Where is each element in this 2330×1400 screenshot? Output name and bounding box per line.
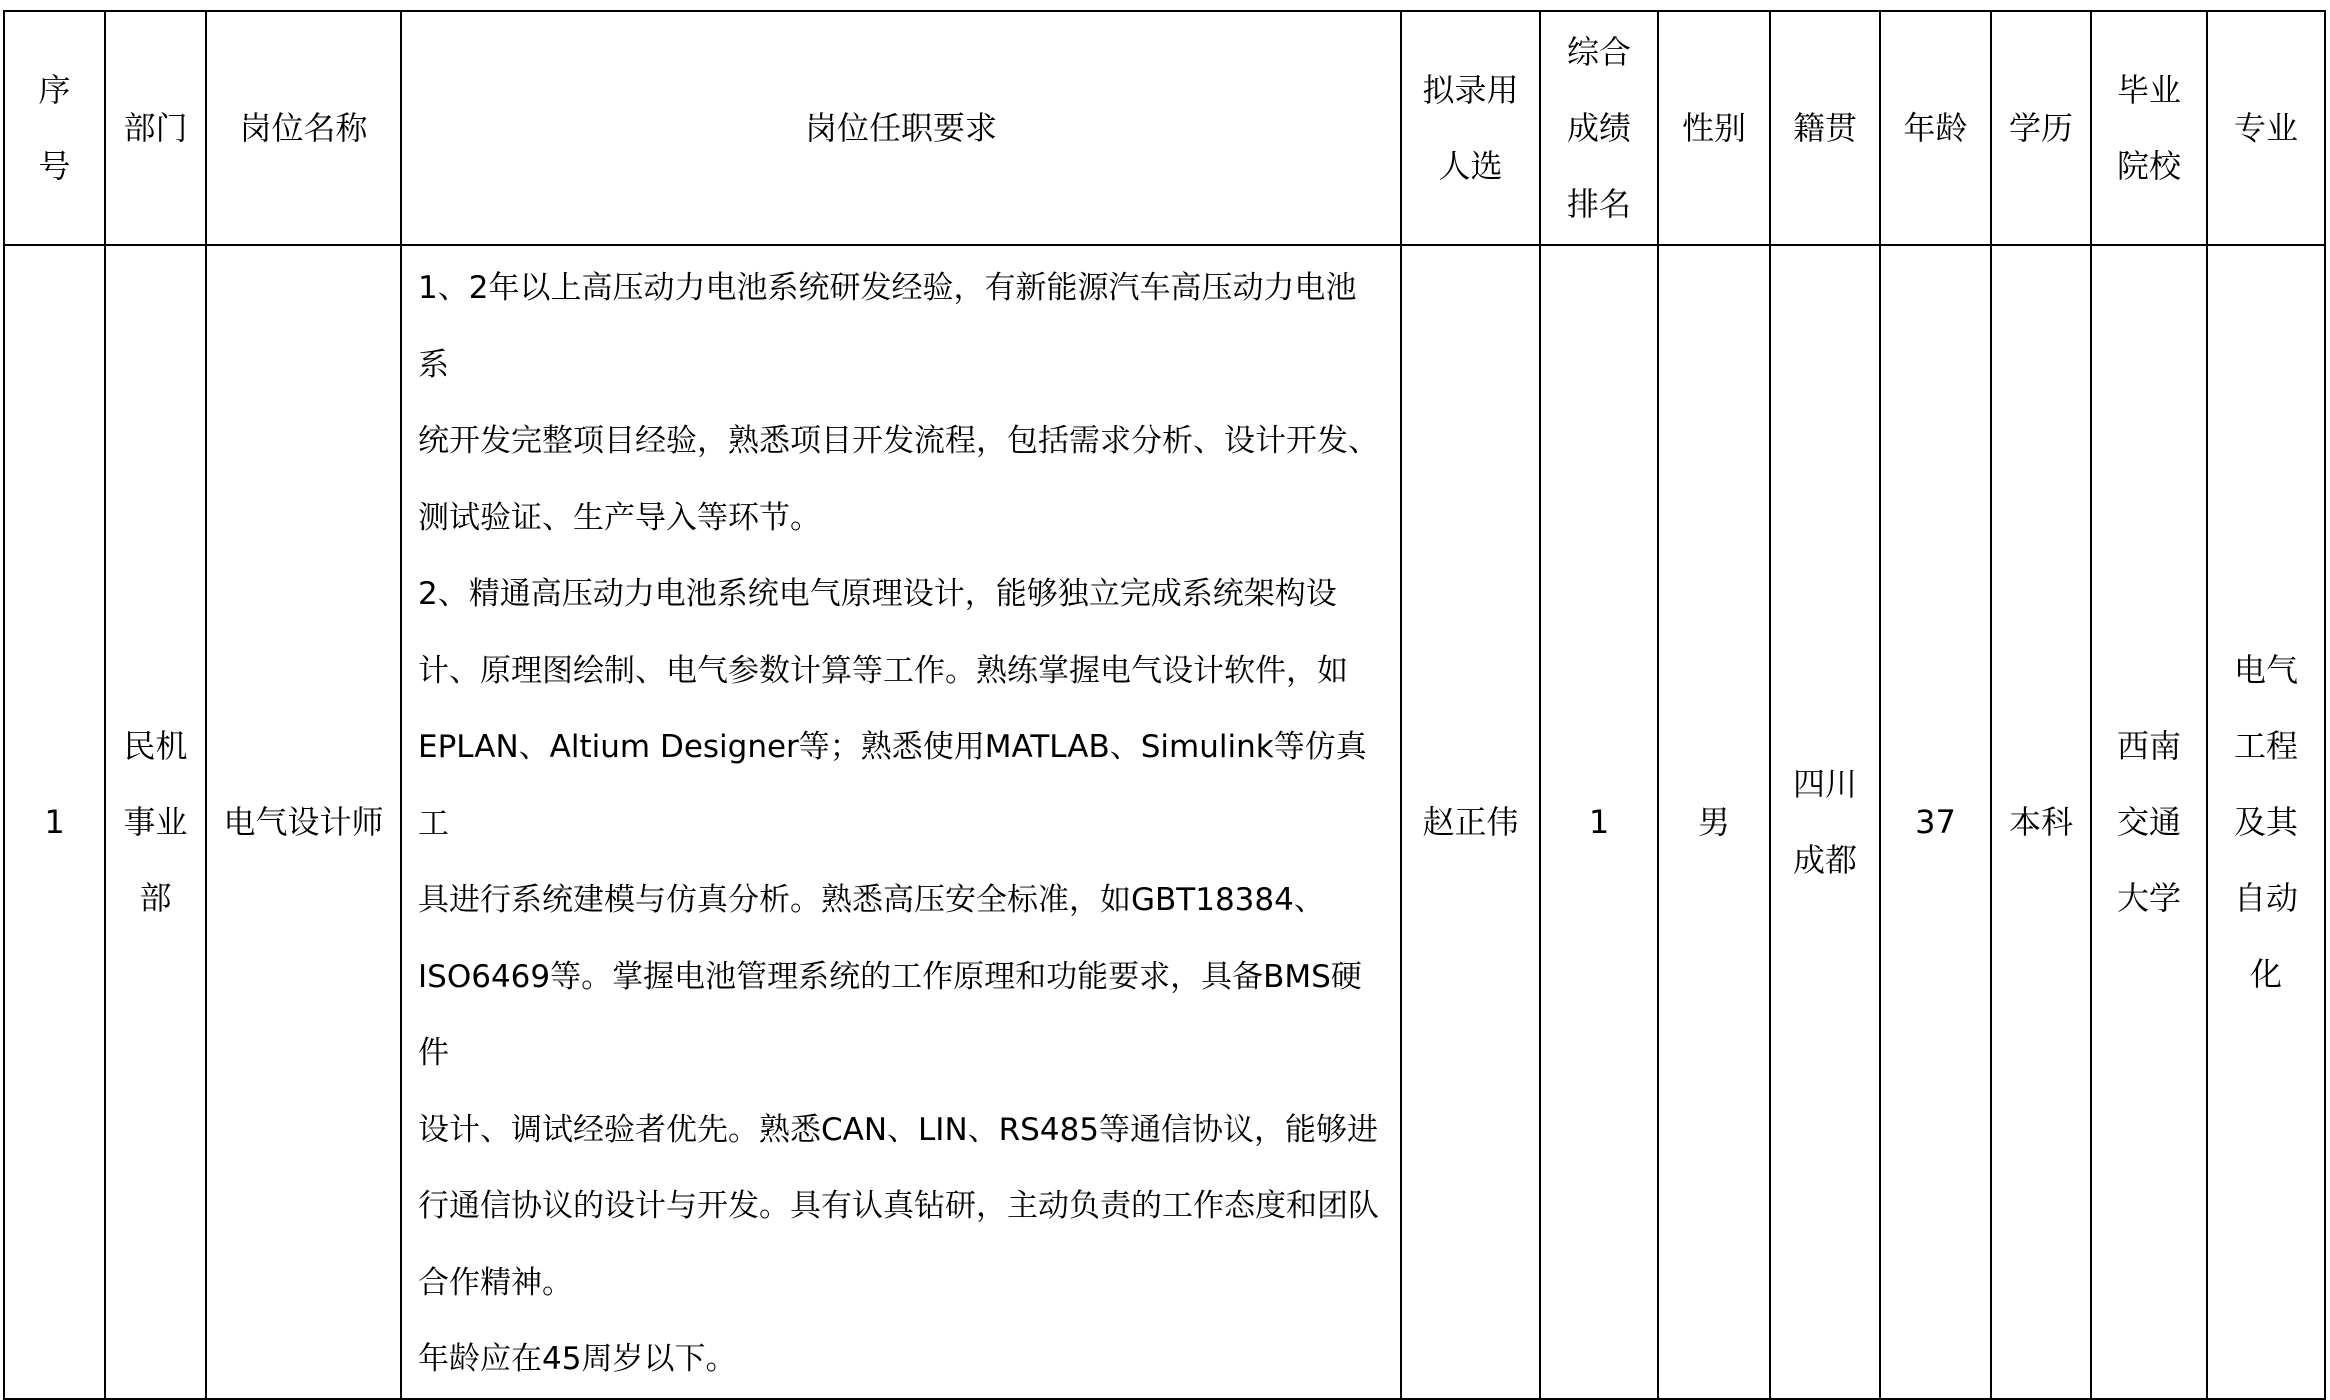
cell-seq: 1 bbox=[4, 245, 105, 1399]
header-row bbox=[4, 11, 2325, 245]
requirement-line: 计、原理图绘制、电气参数计算等工作。熟练掌握电气设计软件，如 bbox=[418, 652, 1348, 689]
requirement-line: 测试验证、生产导入等环节。 bbox=[418, 499, 821, 536]
requirement-line: 统开发完整项目经验，熟悉项目开发流程，包括需求分析、设计开发、 bbox=[418, 423, 1379, 459]
requirement-line: 2、精通高压动力电池系统电气原理设计，能够独立完成系统架构设 bbox=[418, 576, 1337, 612]
requirement-line: 行通信协议的设计与开发。具有认真钻研，主动负责的工作态度和团队 bbox=[418, 1188, 1379, 1224]
cell-age: 37 bbox=[1880, 245, 1991, 1399]
recruitment-table bbox=[3, 10, 2326, 1400]
cell-requirements bbox=[401, 245, 1401, 1399]
cell-candidate: 赵正伟 bbox=[1401, 245, 1540, 1399]
cell-position: 电气设计师 bbox=[206, 245, 401, 1399]
cell-gender: 男 bbox=[1658, 245, 1770, 1399]
requirement-line: 年龄应在45周岁以下。 bbox=[418, 1341, 737, 1377]
header-education: 学历 bbox=[1991, 11, 2091, 245]
requirement-line: 合作精神。 bbox=[418, 1264, 573, 1301]
header-major: 专业 bbox=[2207, 11, 2325, 245]
requirement-line: EPLAN、Altium Designer等；熟悉使用MATLAB、Simulink等仿真工 bbox=[418, 729, 1367, 842]
header-gender: 性别 bbox=[1658, 11, 1770, 245]
header-school: 毕业 院校 bbox=[2091, 11, 2207, 245]
cell-origin: 四川 成都 bbox=[1770, 245, 1880, 1399]
cell-school: 西南 交通 大学 bbox=[2091, 245, 2207, 1399]
header-candidate: 拟录用 人选 bbox=[1401, 11, 1540, 245]
cell-rank: 1 bbox=[1540, 245, 1658, 1399]
header-origin: 籍贯 bbox=[1770, 11, 1880, 245]
cell-major: 电气 工程 及其 自动 化 bbox=[2207, 245, 2325, 1399]
cell-dept: 民机 事业 部 bbox=[105, 245, 206, 1399]
requirement-line: 1、2年以上高压动力电池系统研发经验，有新能源汽车高压动力电池系 bbox=[418, 270, 1357, 383]
header-seq: 序 号 bbox=[4, 11, 105, 245]
table-row bbox=[4, 245, 2325, 1399]
requirement-line: 具进行系统建模与仿真分析。熟悉高压安全标准，如GBT18384、 bbox=[418, 882, 1325, 918]
requirement-line: 设计、调试经验者优先。熟悉CAN、LIN、RS485等通信协议，能够进 bbox=[418, 1111, 1379, 1148]
header-age: 年龄 bbox=[1880, 11, 1991, 245]
header-dept: 部门 bbox=[105, 11, 206, 245]
header-position: 岗位名称 bbox=[206, 11, 401, 245]
header-requirements: 岗位任职要求 bbox=[401, 11, 1401, 245]
requirement-line: ISO6469等。掌握电池管理系统的工作原理和功能要求，具备BMS硬件 bbox=[418, 958, 1362, 1071]
header-rank: 综合 成绩 排名 bbox=[1540, 11, 1658, 245]
cell-education: 本科 bbox=[1991, 245, 2091, 1399]
